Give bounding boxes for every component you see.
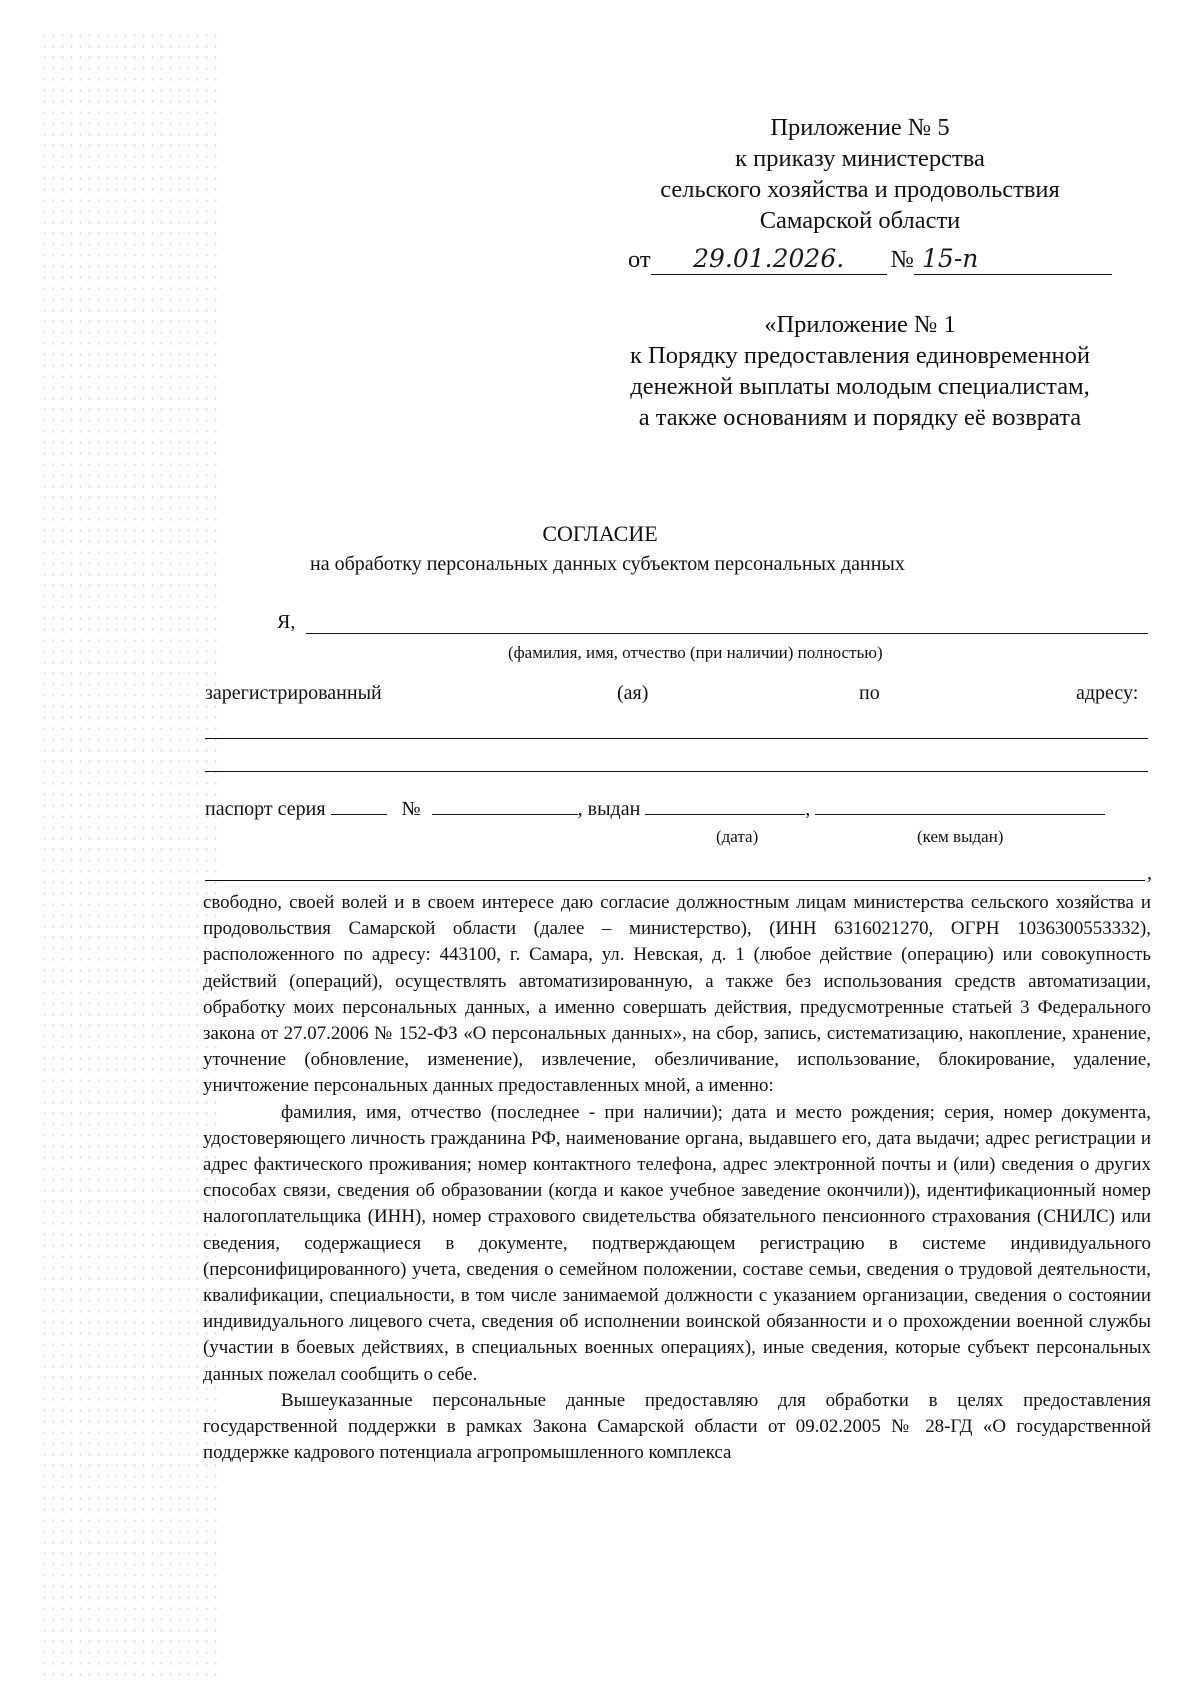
name-caption: (фамилия, имя, отчество (при наличии) полностью)	[508, 643, 883, 662]
passport-number-field[interactable]	[432, 814, 578, 815]
consent-body	[203, 890, 1151, 1466]
annex1-line2: к Порядку предоставления единовременной	[630, 342, 1090, 369]
label-i: Я,	[277, 611, 296, 633]
label-registered: зарегистрированный	[205, 682, 382, 704]
label-address: адресу:	[1076, 682, 1139, 704]
order-date-handwritten: 29.01.2026.	[693, 244, 845, 273]
issued-label: , выдан	[577, 798, 641, 820]
consent-paragraph-1: свободно, своей волей и в своем интересе даю согласие должностным лицам министерства сельского хозяйства и продовольствия Самарской области (далее – министерство), (ИНН 6316021270, ОГРН 1036300553332), расположенного по адресу: 443100, г. Самара, ул. Невская, д. 1 (любое действие (операцию) или совокупность действий (операций), осуществлять автоматизированную, а также без использования средств автоматизации, обработку моих персональных данных, а именно совершать действия, предусмотренные статьей 3 Федерального закона от 27.07.2006 № 152-ФЗ «О персональных данных», на сбор, запись, систематизацию, накопление, хранение, уточнение (обновление, изменение), извлечение, обезличивание, использование, блокирование, удаление, уничтожение персональных данных предоставленных мной, а именно:	[203, 892, 1151, 1097]
annex1-block	[560, 309, 1160, 433]
name-field[interactable]	[306, 633, 1148, 634]
date-prefix: от	[628, 246, 651, 273]
annex5-line2: к приказу министерства	[735, 145, 985, 172]
label-by: по	[859, 682, 880, 704]
number-prefix: №	[890, 246, 915, 273]
label-registered-suffix: (ая)	[617, 682, 649, 704]
annex5-block	[600, 112, 1120, 236]
issue-date-field[interactable]	[645, 814, 805, 815]
address-field-line1[interactable]	[205, 738, 1148, 739]
passport-series-label: паспорт серия	[205, 798, 326, 820]
line-end-comma: ,	[1147, 862, 1152, 884]
issued-comma: ,	[805, 798, 811, 820]
annex5-line3: сельского хозяйства и продовольствия	[660, 176, 1060, 203]
consent-title: СОГЛАСИЕ	[542, 521, 658, 546]
issuer-caption: (кем выдан)	[917, 827, 1004, 846]
issued-by-field-continued[interactable]	[205, 880, 1145, 881]
annex5-date-row	[628, 244, 1112, 275]
passport-row	[205, 798, 1105, 821]
address-field-line2[interactable]	[205, 771, 1148, 772]
scan-noise-margin	[40, 30, 220, 1680]
consent-subtitle: на обработку персональных данных субъектом персональных данных	[310, 553, 905, 575]
annex5-line4: Самарской области	[759, 207, 961, 234]
annex1-line4: а также основаниям и порядку её возврата	[638, 404, 1082, 431]
issued-by-field[interactable]	[815, 814, 1105, 815]
passport-number-label: №	[401, 798, 421, 820]
annex5-title: Приложение № 5	[770, 114, 950, 141]
order-number-handwritten: 15-п	[922, 244, 979, 273]
annex1-title: «Приложение № 1	[764, 311, 956, 338]
passport-series-field[interactable]	[331, 814, 387, 815]
date-caption: (дата)	[716, 827, 759, 846]
consent-paragraph-3: Вышеуказанные персональные данные предоставляю для обработки в целях предоставления государственной поддержки в рамках Закона Самарской области от 09.02.2005 № 28-ГД «О государственной поддержке кадрового потенциала агропромышленного комплекса	[203, 1389, 1151, 1464]
annex1-line3: денежной выплаты молодым специалистам,	[630, 373, 1090, 400]
consent-paragraph-2: фамилия, имя, отчество (последнее - при наличии); дата и место рождения; серия, номер документа, удостоверяющего личность гражданина РФ, наименование органа, выдавшего его, дата выдачи; адрес регистрации и адрес фактического проживания; номер контактного телефона, адрес электронной почты и (или) сведения о других способах связи, сведения об образовании (когда и какое учебное заведение окончили)), идентификационный номер налогоплательщика (ИНН), номер страхового свидетельства обязательного пенсионного страхования (СНИЛС) или сведения, содержащиеся в документе, подтверждающем регистрацию в системе индивидуального (персонифицированного) учета, сведения о семейном положении, составе семьи, сведения о трудовой деятельности, квалификации, специальности, в том числе занимаемой должности с указанием организации, сведения о состоянии индивидуального лицевого счета, сведения об исполнении воинской обязанности и о прохождении военной службы (участии в боевых действиях, в специальных военных операциях), иные сведения, которые субъект персональных данных пожелал сообщить о себе.	[203, 1101, 1151, 1385]
